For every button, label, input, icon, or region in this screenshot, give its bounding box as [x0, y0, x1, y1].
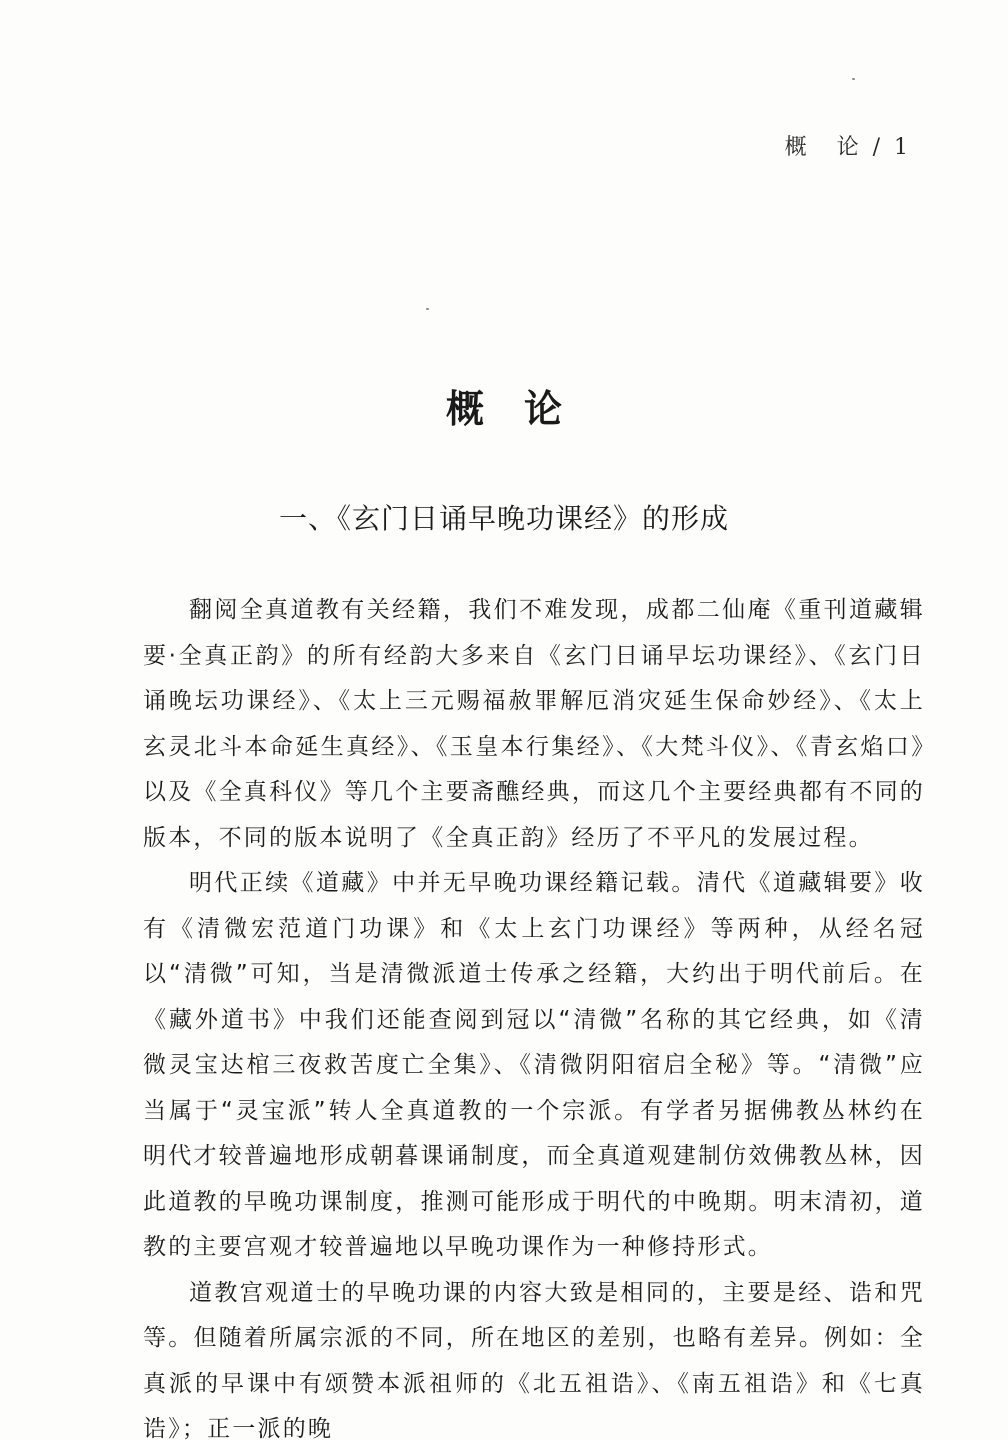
scan-speck: [426, 308, 429, 310]
paragraph: 明代正续《道藏》中并无早晚功课经籍记载。清代《道藏辑要》收有《清微宏范道门功课》和《太上玄门功课经》等两种，从经名冠以“清微”可知，当是清微派道士传承之经籍，大约出于明代前后。在《藏外道书》中我们还能查阅到冠以“清微”名称的其它经典，如《清微灵宝达棺三夜救苦度亡全集》、《清微阴阳宿启全秘》等。“清微”应当属于“灵宝派”转人全真道教的一个宗派。有学者另据佛教丛林约在明代才较普遍地形成朝暮课诵制度，而全真道观建制仿效佛教丛林，因此道教的早晚功课制度，推测可能形成于明代的中晚期。明末清初，道教的主要宫观才较普遍地以早晚功课作为一种修持形式。: [143, 870, 925, 1260]
page-number: 1: [894, 135, 912, 160]
chapter-title: 概论: [445, 387, 602, 431]
body-text: [143, 588, 925, 1453]
running-head-separator: /: [872, 135, 884, 160]
scan-speck: [852, 78, 855, 80]
paragraph: 翻阅全真道教有关经籍，我们不难发现，成都二仙庵《重刊道藏辑要·全真正韵》的所有经韵大多来自《玄门日诵早坛功课经》、《玄门日诵晚坛功课经》、《太上三元赐福赦罪解厄消灾延生保命妙经》、《太上玄灵北斗本命延生真经》、《玉皇本行集经》、《大梵斗仪》、《青玄焰口》以及《全真科仪》等几个主要斋醮经典，而这几个主要经典都有不同的版本，不同的版本说明了《全真正韵》经历了不平凡的发展过程。: [143, 597, 925, 851]
section-title: 一、《玄门日诵早晚功课经》的形成: [278, 502, 729, 535]
paragraph: 道教宫观道士的早晚功课的内容大致是相同的，主要是经、诰和咒等。但随着所属宗派的不同，所在地区的差别，也略有差异。例如：全真派的早课中有颂赞本派祖师的《北五祖诰》、《南五祖诰》和《七真诰》；正一派的晚: [143, 1279, 925, 1442]
running-head-chapter: 概 论: [784, 135, 863, 160]
running-head: [785, 130, 912, 161]
